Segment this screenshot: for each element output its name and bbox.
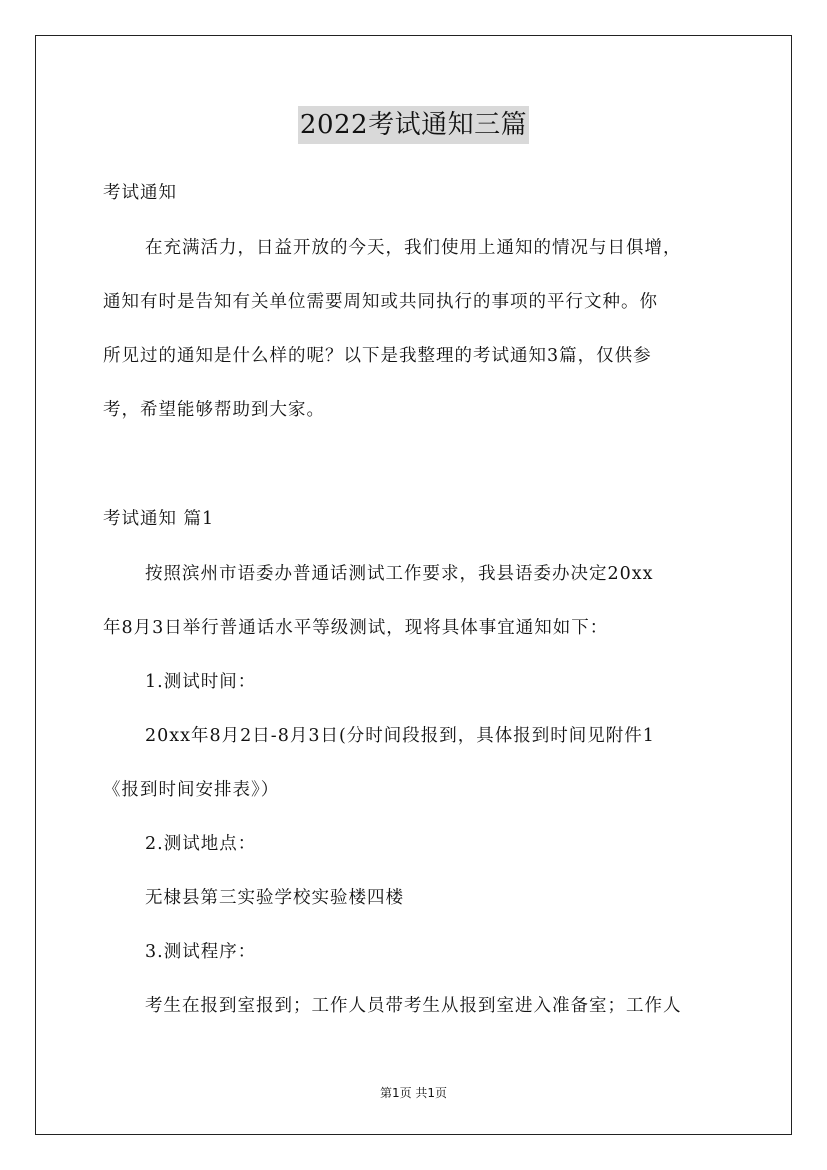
intro-line-1: 在充满活力，日益开放的今天，我们使用上通知的情况与日俱增， xyxy=(145,238,682,258)
article-heading: 考试通知 篇1 xyxy=(103,509,215,529)
body-line-3: 1.测试时间： xyxy=(145,672,257,692)
body-line-4: 20xx年8月2日-8月3日(分时间段报到，具体报到时间见附件1 xyxy=(145,726,655,746)
body-line-5: 《报到时间安排表》） xyxy=(103,780,280,800)
body-line-2: 年8月3日举行普通话水平等级测试，现将具体事宜通知如下： xyxy=(103,618,609,638)
body-line-6: 2.测试地点： xyxy=(145,834,257,854)
document-title-text: 2022考试通知三篇 xyxy=(298,106,529,144)
body-line-8: 3.测试程序： xyxy=(145,942,257,962)
body-line-1: 按照滨州市语委办普通话测试工作要求，我县语委办决定20xx xyxy=(145,564,654,584)
document-title xyxy=(0,103,827,144)
section-heading: 考试通知 xyxy=(103,183,177,203)
body-line-9: 考生在报到室报到；工作人员带考生从报到室进入准备室；工作人 xyxy=(145,996,682,1016)
intro-line-4: 考，希望能够帮助到大家。 xyxy=(103,400,325,420)
body-line-7: 无棣县第三实验学校实验楼四楼 xyxy=(145,888,404,908)
intro-line-3: 所见过的通知是什么样的呢？以下是我整理的考试通知3篇，仅供参 xyxy=(103,346,652,366)
intro-line-2: 通知有时是告知有关单位需要周知或共同执行的事项的平行文种。你 xyxy=(103,292,658,312)
page-number-footer: 第1页 共1页 xyxy=(379,1086,448,1100)
